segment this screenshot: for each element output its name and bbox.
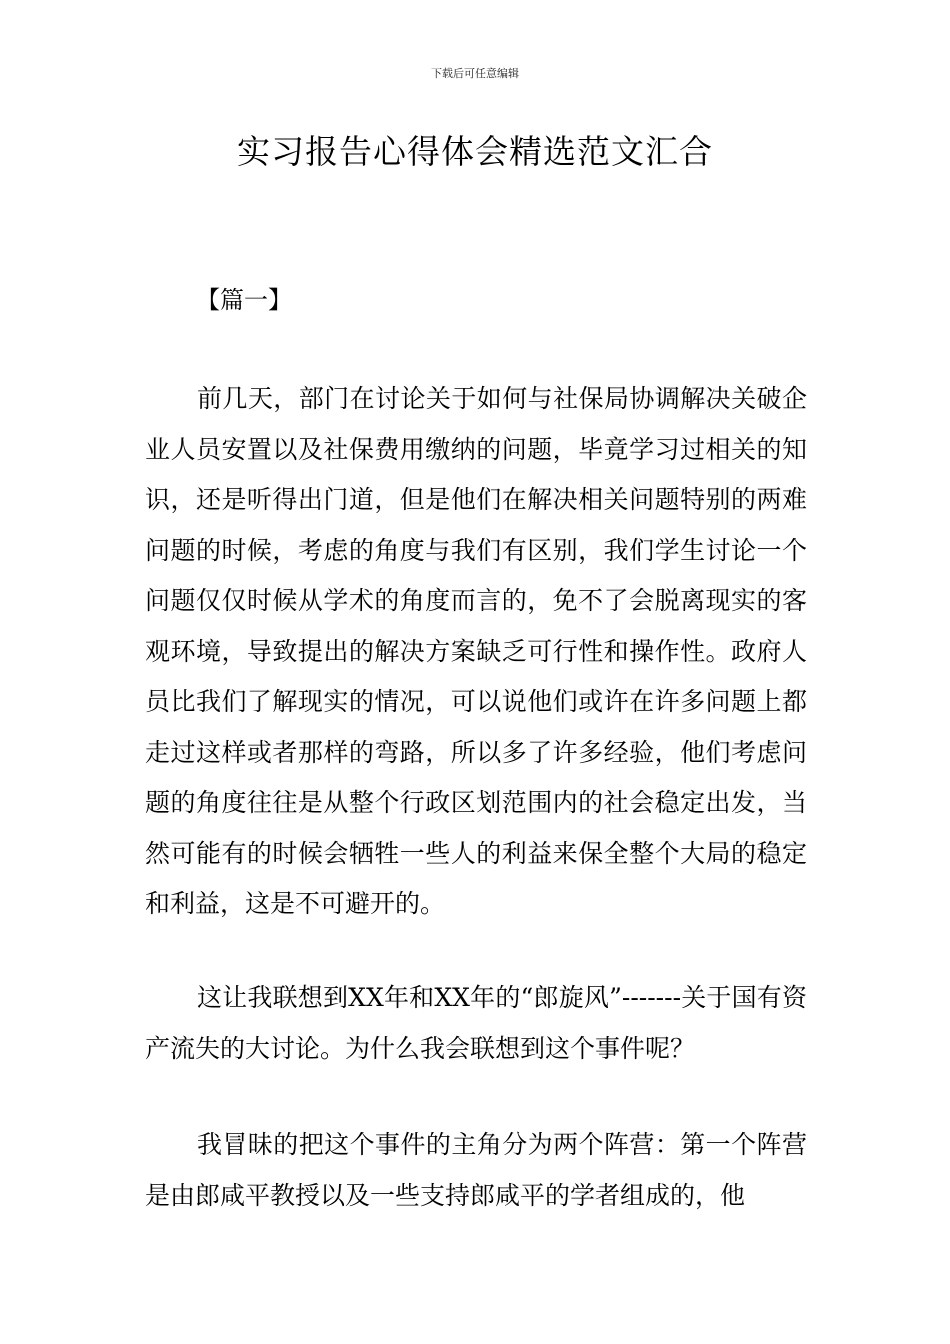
header-note: 下载后可任意编辑 bbox=[431, 67, 519, 80]
paragraph: 这让我联想到XX年和XX年的“郎旋风”-------关于国有资产流失的大讨论。为什么我会联想到这个事件呢？ bbox=[145, 983, 807, 1063]
section-label: 【篇一】 bbox=[196, 286, 292, 314]
paragraph: 前几天，部门在讨论关于如何与社保局协调解决关破企业人员安置以及社保费用缴纳的问题，毕竟学习过相关的知识，还是听得出门道，但是他们在解决相关问题特别的两难问题的时候，考虑的角度与我们有区别，我们学生讨论一个问题仅仅时候从学术的角度而言的，免不了会脱离现实的客观环境，导致提出的解决方案缺乏可行性和操作性。政府人员比我们了解现实的情况，可以说他们或许在许多问题上都走过这样或者那样的弯路，所以多了许多经验，他们考虑问题的角度往往是从整个行政区划范围内的社会稳定出发，当然可能有的时候会牺牲一些人的利益来保全整个大局的稳定和利益，这是不可避开的。 bbox=[145, 384, 807, 918]
document-title: 实习报告心得体会精选范文汇合 bbox=[237, 132, 713, 171]
paragraph: 我冒昧的把这个事件的主角分为两个阵营：第一个阵营是由郎咸平教授以及一些支持郎咸平的学者组成的，他 bbox=[145, 1130, 807, 1210]
